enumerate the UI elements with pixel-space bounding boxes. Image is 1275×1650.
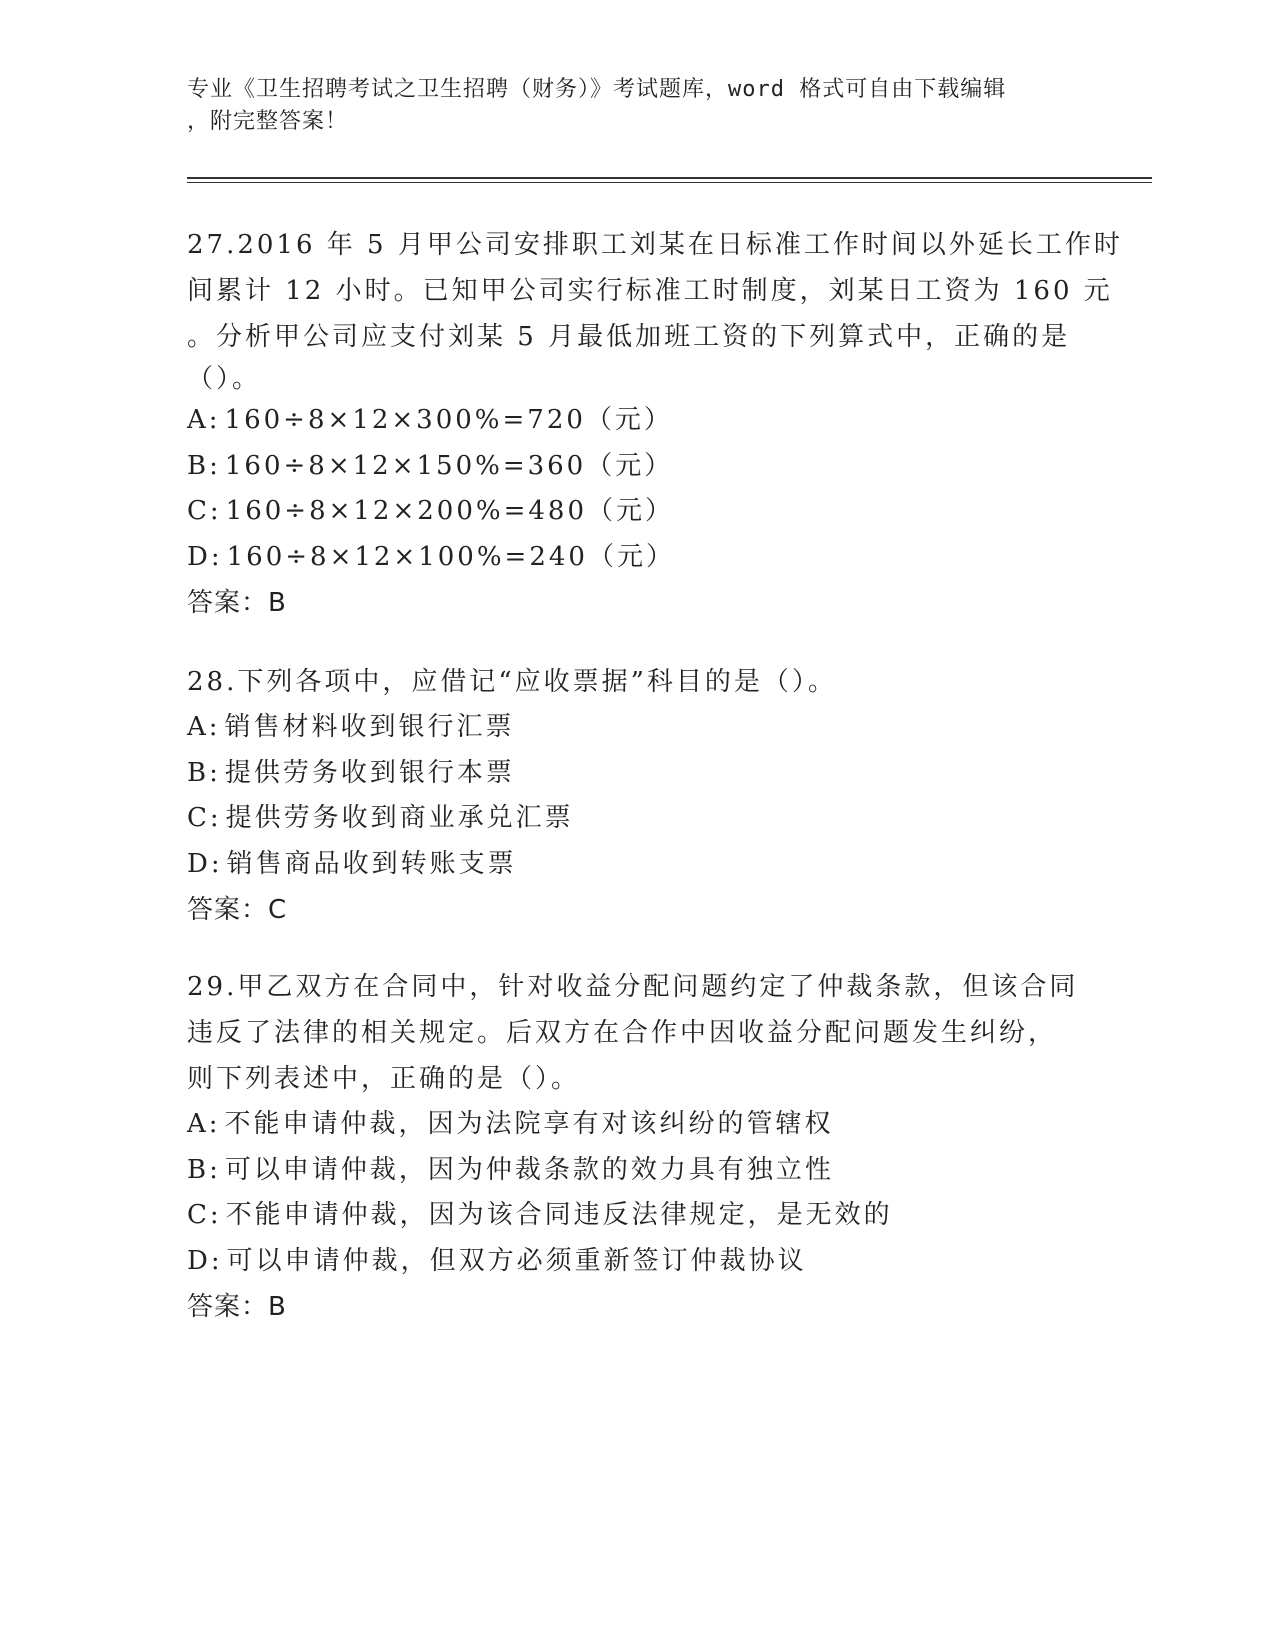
option-b xyxy=(187,1148,1087,1194)
option-text: 提供劳务收到银行本票 xyxy=(224,757,515,788)
option-text: 160÷8×12×200%=480（元） xyxy=(225,496,675,526)
header-line: ，附完整答案！ xyxy=(187,109,349,134)
header-line: 专业《卫生招聘考试之卫生招聘（财务）》考试题库，word 格式可自由下载编辑 xyxy=(187,77,1007,102)
option-letter: C: xyxy=(187,496,222,526)
question-text-line: 则下列表述中，正确的是（）。 xyxy=(187,1064,581,1094)
option-d xyxy=(187,535,1087,581)
option-d xyxy=(187,842,1087,888)
option-text: 销售商品收到转账支票 xyxy=(226,848,517,879)
option-text: 160÷8×12×300%=720（元） xyxy=(224,405,673,435)
option-letter: C: xyxy=(187,1200,222,1230)
option-letter: B: xyxy=(187,757,221,788)
option-letter: A: xyxy=(187,1109,221,1139)
option-text: 160÷8×12×150%=360（元） xyxy=(224,450,674,481)
option-letter: D: xyxy=(187,848,223,879)
question-text-line: 29.甲乙双方在合同中，针对收益分配问题约定了仲裁条款，但该合同 xyxy=(187,972,1079,1002)
option-text: 销售材料收到银行汇票 xyxy=(224,712,515,742)
option-text: 可以申请仲裁，因为仲裁条款的效力具有独立性 xyxy=(224,1154,834,1185)
option-letter: C: xyxy=(187,803,222,833)
option-a xyxy=(187,1102,1087,1148)
option-c xyxy=(187,489,1087,535)
question-29 xyxy=(187,964,1087,1330)
header-divider-thick xyxy=(187,177,1152,179)
question-text-line: （）。 xyxy=(187,364,262,394)
option-letter: D: xyxy=(187,541,223,572)
question-text-line: 违反了法律的相关规定。后双方在合作中因收益分配问题发生纠纷， xyxy=(187,1018,1058,1048)
option-b xyxy=(187,751,1087,797)
option-letter: A: xyxy=(187,405,221,435)
document-header xyxy=(187,74,1087,138)
option-a xyxy=(187,398,1087,444)
question-text-line: 27.2016 年 5 月甲公司安排职工刘某在日标准工作时间以外延长工作时 xyxy=(187,230,1123,260)
option-text: 160÷8×12×100%=240（元） xyxy=(226,541,675,572)
option-letter: B: xyxy=(187,1154,221,1185)
option-c xyxy=(187,796,1087,842)
option-text: 不能申请仲裁，因为法院享有对该纠纷的管辖权 xyxy=(224,1109,834,1139)
option-letter: A: xyxy=(187,712,221,742)
question-text-line: 间累计 12 小时。已知甲公司实行标准工时制度，刘某日工资为 160 元 xyxy=(187,276,1113,306)
answer-label: 答案：B xyxy=(187,1292,287,1322)
option-a xyxy=(187,705,1087,751)
question-text-line: 28.下列各项中，应借记“应收票据”科目的是（）。 xyxy=(187,667,837,697)
question-27 xyxy=(187,222,1123,626)
question-text-line: 。分析甲公司应支付刘某 5 月最低加班工资的下列算式中，正确的是 xyxy=(187,322,1071,352)
option-text: 不能申请仲裁，因为该合同违反法律规定，是无效的 xyxy=(225,1200,893,1230)
option-d xyxy=(187,1239,1087,1285)
answer-label: 答案：B xyxy=(187,588,287,618)
question-28 xyxy=(187,659,1087,933)
option-letter: D: xyxy=(187,1245,223,1276)
option-b xyxy=(187,444,1087,490)
header-divider-thin xyxy=(187,182,1152,183)
answer-label: 答案：C xyxy=(187,895,288,925)
option-text: 可以申请仲裁，但双方必须重新签订仲裁协议 xyxy=(226,1245,807,1276)
option-c xyxy=(187,1193,1087,1239)
option-letter: B: xyxy=(187,450,221,481)
option-text: 提供劳务收到商业承兑汇票 xyxy=(225,803,574,833)
